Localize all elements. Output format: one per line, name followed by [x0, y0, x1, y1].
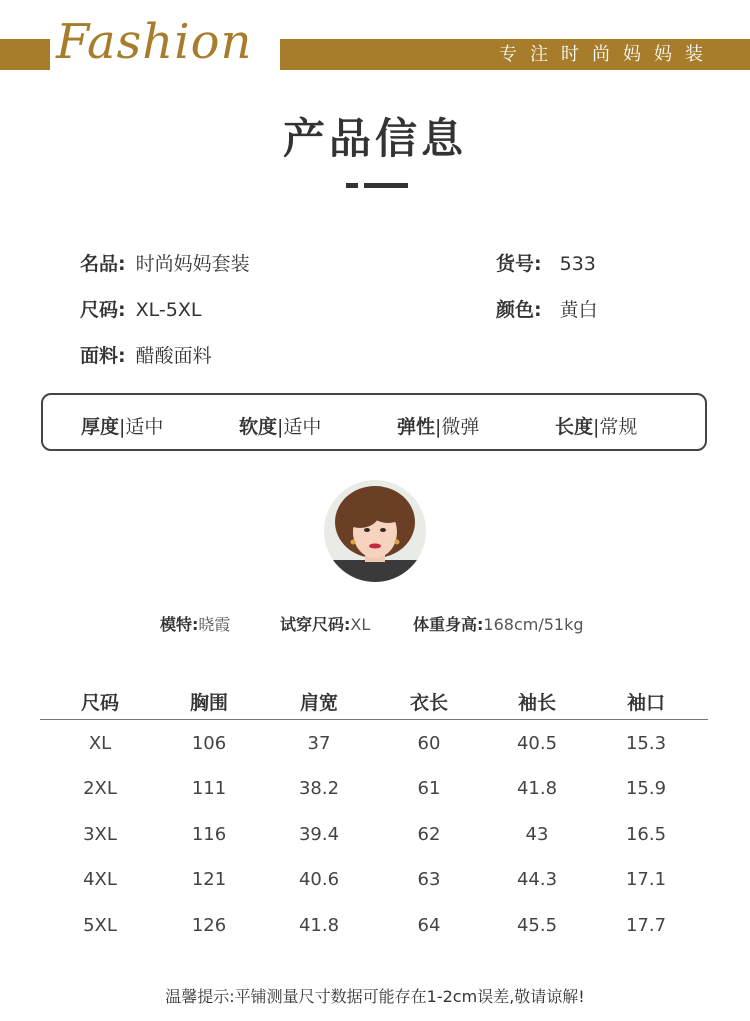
info-sku: [496, 249, 596, 276]
property-thickness-value: |适中: [119, 416, 164, 438]
model-body: [413, 612, 584, 635]
model-body-label: 体重身高:: [413, 615, 484, 634]
table-header-cuff: 袖口: [626, 692, 665, 714]
model-name-label: 模特:: [160, 615, 199, 634]
property-length-value: |常规: [593, 416, 638, 438]
table-cell: 15.9: [625, 778, 667, 799]
info-color-value: 黄白: [559, 299, 598, 321]
table-cell: 45.5: [516, 915, 558, 936]
table-cell: 17.1: [625, 869, 667, 890]
property-elasticity-value: |微弹: [435, 416, 480, 438]
model-avatar: [324, 480, 426, 582]
table-cell: 116: [191, 824, 227, 845]
property-length-label: 长度: [555, 416, 594, 438]
info-name-label: 名品:: [80, 253, 126, 275]
table-cell: 60: [417, 733, 441, 754]
table-header-length: 衣长: [409, 692, 448, 714]
table-header-rule: [40, 719, 708, 720]
property-thickness: [81, 412, 163, 439]
info-sku-label: 货号:: [496, 253, 542, 275]
title-divider-short: [346, 183, 358, 188]
table-cell: 41.8: [298, 915, 340, 936]
table-cell: 3XL: [83, 824, 117, 845]
properties-box: [41, 393, 707, 451]
table-cell: 126: [191, 915, 227, 936]
table-header-chest: 胸围: [189, 692, 228, 714]
table-cell: 5XL: [83, 915, 117, 936]
banner-slogan: 专注时尚妈妈装: [499, 44, 716, 65]
table-cell: 121: [191, 869, 227, 890]
info-sku-value: 533: [559, 253, 596, 275]
table-header-size: 尺码: [80, 692, 119, 714]
info-color: [496, 295, 598, 322]
table-cell: 41.8: [516, 778, 558, 799]
property-elasticity: [397, 412, 479, 439]
measurement-note: 温馨提示:平铺测量尺寸数据可能存在1-2cm误差,敬请谅解!: [165, 987, 585, 1006]
banner-left-bar: [0, 39, 50, 70]
property-softness: [239, 412, 321, 439]
table-cell: 2XL: [83, 778, 117, 799]
property-length: [555, 412, 637, 439]
model-body-value: 168cm/51kg: [483, 615, 584, 634]
page-title: 产品信息: [282, 114, 467, 163]
table-cell: 38.2: [298, 778, 340, 799]
info-size-value: XL-5XL: [135, 299, 202, 321]
table-cell: 62: [417, 824, 441, 845]
table-cell: XL: [88, 733, 112, 754]
table-header-sleeve: 袖长: [517, 692, 556, 714]
info-name-value: 时尚妈妈套装: [135, 253, 250, 275]
table-cell: 15.3: [625, 733, 667, 754]
info-size-label: 尺码:: [80, 299, 126, 321]
table-cell: 61: [417, 778, 441, 799]
table-cell: 44.3: [516, 869, 558, 890]
table-cell: 111: [191, 778, 227, 799]
info-fabric-value: 醋酸面料: [135, 345, 212, 367]
table-cell: 17.7: [625, 915, 667, 936]
title-divider-long: [364, 183, 408, 188]
table-cell: 40.6: [298, 869, 340, 890]
info-color-label: 颜色:: [496, 299, 542, 321]
info-fabric-label: 面料:: [80, 345, 126, 367]
property-softness-value: |适中: [277, 416, 322, 438]
model-trial-size: [280, 612, 370, 635]
model-size-value: XL: [350, 615, 371, 634]
table-cell: 106: [191, 733, 227, 754]
table-cell: 4XL: [83, 869, 117, 890]
info-name: [80, 249, 250, 276]
model-name-value: 晓霞: [198, 615, 231, 634]
property-softness-label: 软度: [239, 416, 278, 438]
table-cell: 16.5: [625, 824, 667, 845]
info-fabric: [80, 341, 212, 368]
table-cell: 37: [307, 733, 331, 754]
table-cell: 63: [417, 869, 441, 890]
property-elasticity-label: 弹性: [397, 416, 436, 438]
table-cell: 43: [525, 824, 549, 845]
table-cell: 64: [417, 915, 441, 936]
table-header-shoulder: 肩宽: [299, 692, 338, 714]
model-name: [160, 612, 230, 635]
table-cell: 39.4: [298, 824, 340, 845]
fashion-logo: Fashion: [56, 14, 253, 70]
table-cell: 40.5: [516, 733, 558, 754]
property-thickness-label: 厚度: [81, 416, 120, 438]
model-size-label: 试穿尺码:: [280, 615, 351, 634]
info-size: [80, 295, 201, 322]
